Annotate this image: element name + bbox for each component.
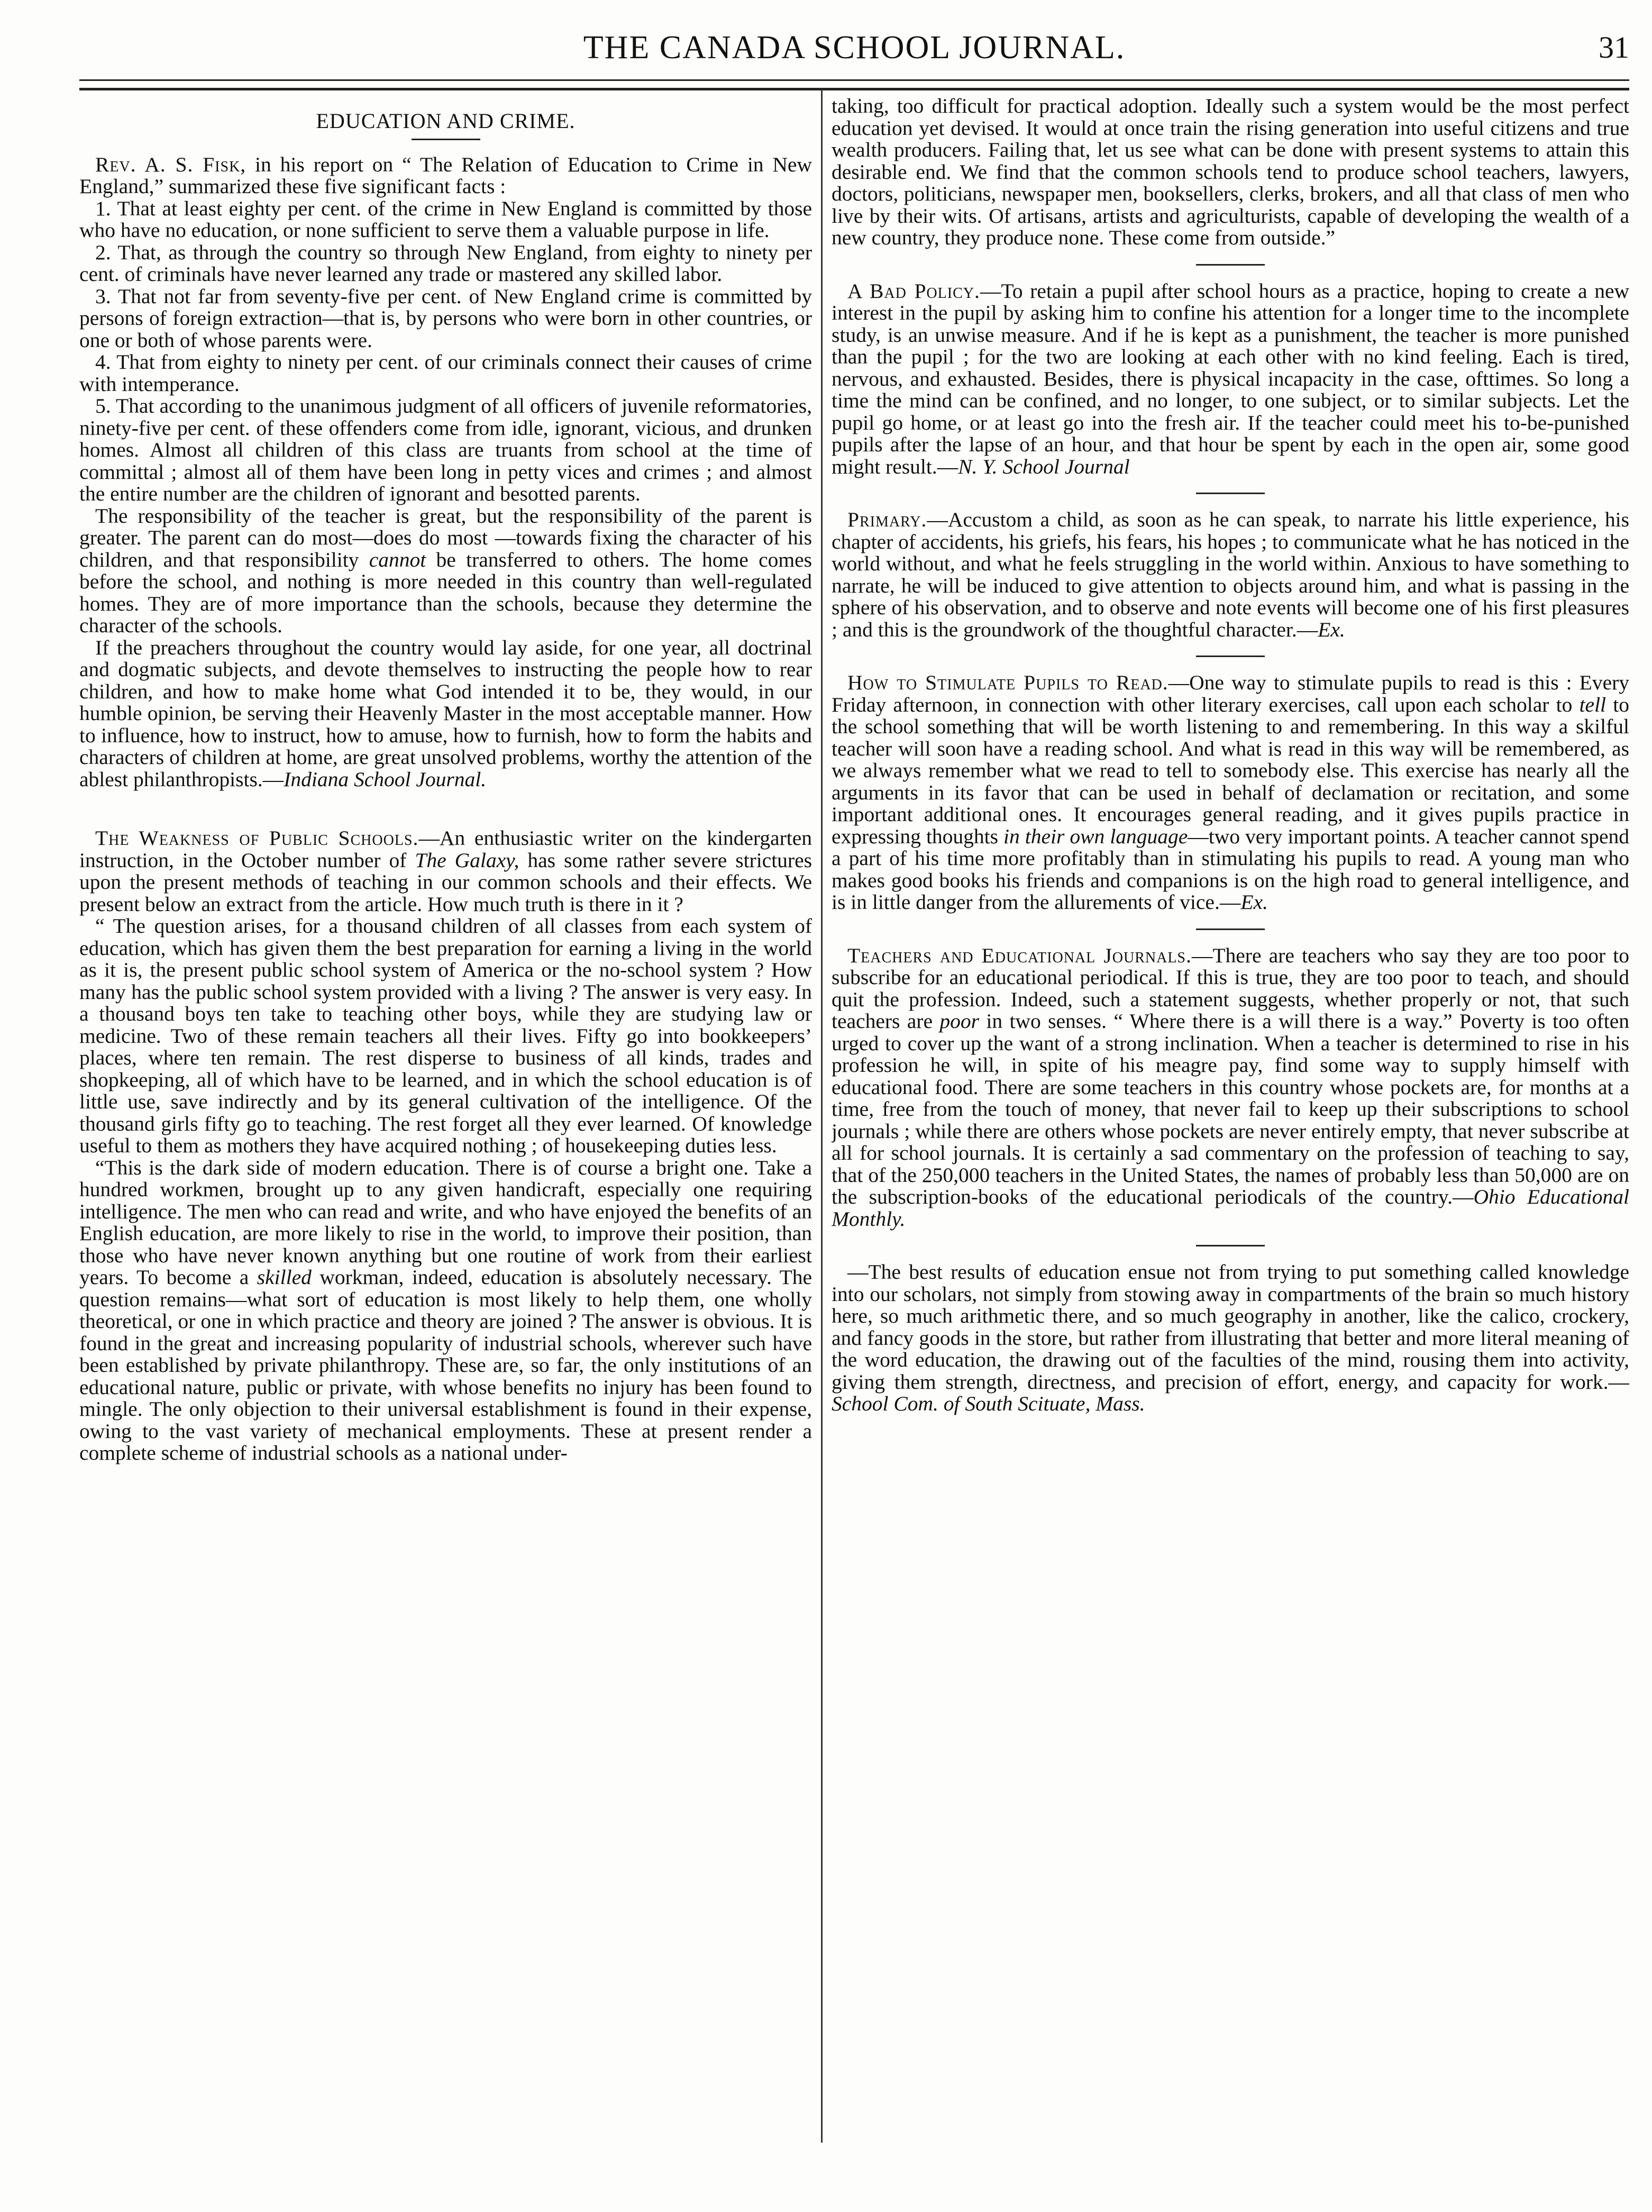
journal-title: THE CANADA SCHOOL JOURNAL. <box>583 30 1126 66</box>
paragraph <box>79 1157 812 1464</box>
source-citation: Ex. <box>1318 617 1345 641</box>
article-education-and-crime <box>79 110 812 790</box>
section-lead: Teachers and Educational Journals. <box>847 943 1192 967</box>
emphasis: The Galaxy, <box>415 848 519 872</box>
emphasis: tell <box>1579 693 1607 716</box>
emphasis: skilled <box>257 1266 312 1289</box>
text: “This is the dark side of modern education. There is of course a bright one. Take a hundred workmen, brought up to any given handicraft, especially one requiring intelligence. The men who can read and write, and who have enjoyed the benefits of an English education, are more likely to rise in the world, to improve their position, than those who have never known anything but one routine of work from their earliest years. To become a <box>79 1155 812 1289</box>
article-heading: EDUCATION AND CRIME. <box>316 109 576 133</box>
source-citation: Indiana School Journal. <box>284 767 487 791</box>
header-rule-thick <box>79 88 1629 90</box>
paragraph: 2. That, as through the country so through New England, from eighty to ninety per cent. of criminals have never learned any trade or mastered any skilled labor. <box>79 240 812 286</box>
text: If the preachers throughout the country would lay aside, for one year, all doctrinal and dogmatic subjects, and devote themselves to instructing the people how to rear children, and how to make home what God intended it to be, they would, in our humble opinion, be serving their Heavenly Master in the most acceptable manner. How to influence, how to instruct, how to amuse, how to furnish, how to form the habits and characters of children at home, are great unsolved problems, worthy the attention of the ablest philanthropists.— <box>79 635 812 791</box>
emphasis: poor <box>939 1009 979 1033</box>
text: in his report on “ The Relation of Education to Crime in New England,” summarized these five significant facts : <box>79 152 812 198</box>
paragraph <box>832 509 1629 641</box>
text: —One way to stimulate pupils to read is this : Every Friday afternoon, in connection with other literary exercises, call upon each scholar to <box>832 671 1629 716</box>
paragraph <box>79 505 812 637</box>
text: in two senses. “ Where there is a will there is a way.” Poverty is too often urged to cover up the want of a strong inclination. When a teacher is determined to rise in his profession he will, in spite of his meagre pay, find some way to supply himself with educational food. There are some teachers in this country whose pockets are, for months at a time, free from the touch of money, that never fail to keep up their subscriptions to school journals ; while there are others whose pockets are never entirely empty, that never subscribe at all for school journals. It is certainly a sad commentary on the profession of teaching to say, that of the 250,000 teachers in the United States, the names of probably less than 50,000 are on the subscription-books of the educational periodicals of the country.— <box>832 1009 1629 1208</box>
text: to the school something that will be worth listening to and remembering. In this way a skilful teacher will soon have a reading school. And what is read in this way will be remembered, as we always remember what we read to tell to somebody else. This exercise has nearly all the arguments in its favor that can be used in behalf of declamation or recitation, and some important additional ones. It encourages general reading, and it gives pupils practice in expressing thoughts <box>832 693 1629 848</box>
paragraph <box>832 1261 1629 1415</box>
section-lead: How to Stimulate Pupils to Read. <box>847 671 1169 694</box>
source-citation: Ex. <box>1240 890 1268 914</box>
paragraph: taking, too difficult for practical adoption. Ideally such a system would be the most perfect education yet devised. It would at once train the rising generation into useful citizens and true wealth producers. Failing that, let us see what can be done with present systems to attain this desirable end. We find that the common schools tend to produce school teachers, lawyers, doctors, politicians, newspaper men, booksellers, clerks, brokers, and all that class of men who live by their wits. Of artisans, artists and agriculturists, capable of developing the wealth of a new country, they produce none. These come from outside.” <box>832 95 1629 249</box>
header-rule-thin <box>79 79 1629 81</box>
text: —two very important points. A teacher cannot spend a part of his time more profitably than in stimulating his pupils to read. A young man who makes good books his friends and companions is on the high road to general intelligence, and is in little danger from the allurements of vice.— <box>832 824 1629 914</box>
text: has some rather severe strictures upon the present methods of teaching in our common schools and their effects. We present below an extract from the article. How much truth is there in it ? <box>79 848 812 916</box>
text: —There are teachers who say they are too poor to subscribe for an educational periodical. If this is true, they are too poor to teach, and should quit the profession. Indeed, such a statement suggests, whether properly or not, that such teachers are <box>832 943 1629 1033</box>
paragraph: “ The question arises, for a thousand children of all classes from each system of education, which has given them the best preparation for earning a living in the world as it is, the present public school system of America or the no-school system ? How many has the public school system provided with a living ? The answer is very easy. In a thousand boys ten take to teaching other boys, while they are studying law or medicine. Two of these remain teachers all their lives. Fifty go into bookkeepers’ places, where ten remain. The rest disperse to business of all kinds, trades and shopkeeping, all of which have to be learned, and in which the school education is of little use, save indirectly and by its general cultivation of the intelligence. Of the thousand girls fifty go to teaching. The rest forget all they ever learned. Of knowledge useful to them as mothers they have acquired nothing ; of housekeeping duties less. <box>79 914 812 1157</box>
section-lead: Primary. <box>847 508 927 531</box>
text: The responsibility of the teacher is great, but the responsibility of the parent is greater. The parent can do most—does do most —towards fixing the character of his children, and that responsibility <box>79 504 812 571</box>
paragraph <box>832 672 1629 914</box>
paragraph <box>832 945 1629 1231</box>
paragraph <box>832 280 1629 478</box>
paragraph <box>79 154 812 198</box>
text: —The best results of education ensue not from trying to put something called knowledge into our scholars, not simply from stowing away in compartments of the brain so much history here, so much arithmetic there, and so much geography in another, like the calico, crockery, and fancy goods in the store, but rather from illustrating that better and more literal meaning of the word education, the drawing out of the faculties of the mind, rousing them into activity, giving them strength, directness, and precision of effort, energy, and capacity for work.— <box>832 1260 1629 1394</box>
left-column <box>79 95 812 2153</box>
article-teachers-journals <box>832 945 1629 1231</box>
source-citation: Ohio Educational Monthly. <box>832 1185 1629 1231</box>
source-citation: N. Y. School Journal <box>958 454 1130 478</box>
page-header <box>79 30 1629 66</box>
article-stimulate-pupils <box>832 672 1629 914</box>
short-rule <box>1196 929 1265 930</box>
text: —An enthusiastic writer on the kindergarten instruction, in the October number of <box>79 826 812 872</box>
article-best-results <box>832 1261 1629 1415</box>
article-bad-policy <box>832 280 1629 478</box>
section-lead: The Weakness of Public Schools. <box>95 826 419 850</box>
emphasis: cannot <box>369 548 426 571</box>
short-rule <box>412 139 480 140</box>
emphasis: in their own language <box>1003 824 1188 848</box>
short-rule <box>1196 1245 1265 1246</box>
text: workman, indeed, education is absolutely necessary. The question remains—what sort of education is most likely to help them, one wholly theoretical, or one in which practice and theory are joined ? The answer is obvious. It is found in the great and increasing popularity of industrial schools, wherever such have been established by private philanthropy. These are, so far, the only institutions of an educational nature, public or private, with whose benefits no injury has been found to mingle. The only objection to their universal establishment is found in their expense, owing to the vast variety of mechanical employments. These at present render a complete scheme of industrial schools as a national under- <box>79 1266 812 1464</box>
short-rule <box>1196 656 1265 657</box>
paragraph: 5. That according to the unanimous judgment of all officers of juvenile reformatories, ninety-five per cent. of these offenders come from idle, ignorant, vicious, and drunken homes. Almost all children of this class are truants from school at the time of committal ; almost all of them have been long in petty vices and crimes ; and almost the entire number are the children of ignorant and besotted parents. <box>79 394 812 505</box>
short-rule <box>1196 493 1265 494</box>
article-primary <box>832 509 1629 641</box>
text: —To retain a pupil after school hours as a practice, hoping to create a new interest in the pupil by asking him to confine his attention for a longer time to the incomplete study, is an unwise measure. And if he is kept as a punishment, the teacher is more punished than the pupil ; for the two are looking at each other with no kind feeling. Each is tired, nervous, and exhausted. Besides, there is physical incapacity in the case, ofttimes. So long a time the mind can be confined, and no longer, to one subject, or to similar subjects. Let the pupil go home, or at least go into the fresh air. If the teacher could meet his to-be-punished pupils after the lapse of an hour, and that hour be spent by each in the open air, some good might result.— <box>832 279 1629 478</box>
text: be transferred to others. The home comes before the school, and nothing is more needed in this country than well-regulated homes. They are of more importance than the schools, because they determine the character of the schools. <box>79 548 812 637</box>
article-weakness-of-public-schools <box>79 827 812 1464</box>
paragraph: 3. That not far from seventy-five per cent. of New England crime is committed by persons of foreign extraction—that is, by persons who were born in other countries, or one or both of whose parents were. <box>79 284 812 352</box>
column-divider <box>821 90 823 2143</box>
source-citation: School Com. of South Scituate, Mass. <box>832 1392 1145 1415</box>
section-lead: A Bad Policy. <box>847 279 980 303</box>
spacer <box>79 790 812 827</box>
article-continuation <box>832 95 1629 249</box>
right-column <box>832 95 1629 2153</box>
paragraph <box>79 827 812 915</box>
short-rule <box>1196 264 1265 266</box>
page-number: 31 <box>1599 30 1629 65</box>
text: —Accustom a child, as soon as he can speak, to narrate his little experience, his chapter of accidents, his griefs, his fears, his hopes ; to communicate what he has noticed in the world without, and what he feels struggling in the world within. Anxious to have something to narrate, he will be induced to give attention to objects around him, and what is passing in the sphere of his observation, and to observe and note events will become one of his first pleasures ; and this is the groundwork of the thoughtful character.— <box>832 508 1629 641</box>
paragraph: 1. That at least eighty per cent. of the crime in New England is committed by those who have no education, or none sufficient to serve them a valuable purpose in life. <box>79 196 812 242</box>
author-lead: Rev. A. S. Fisk, <box>95 152 247 176</box>
paragraph <box>79 637 812 791</box>
paragraph: 4. That from eighty to ninety per cent. of our criminals connect their causes of crime with intemperance. <box>79 350 812 396</box>
